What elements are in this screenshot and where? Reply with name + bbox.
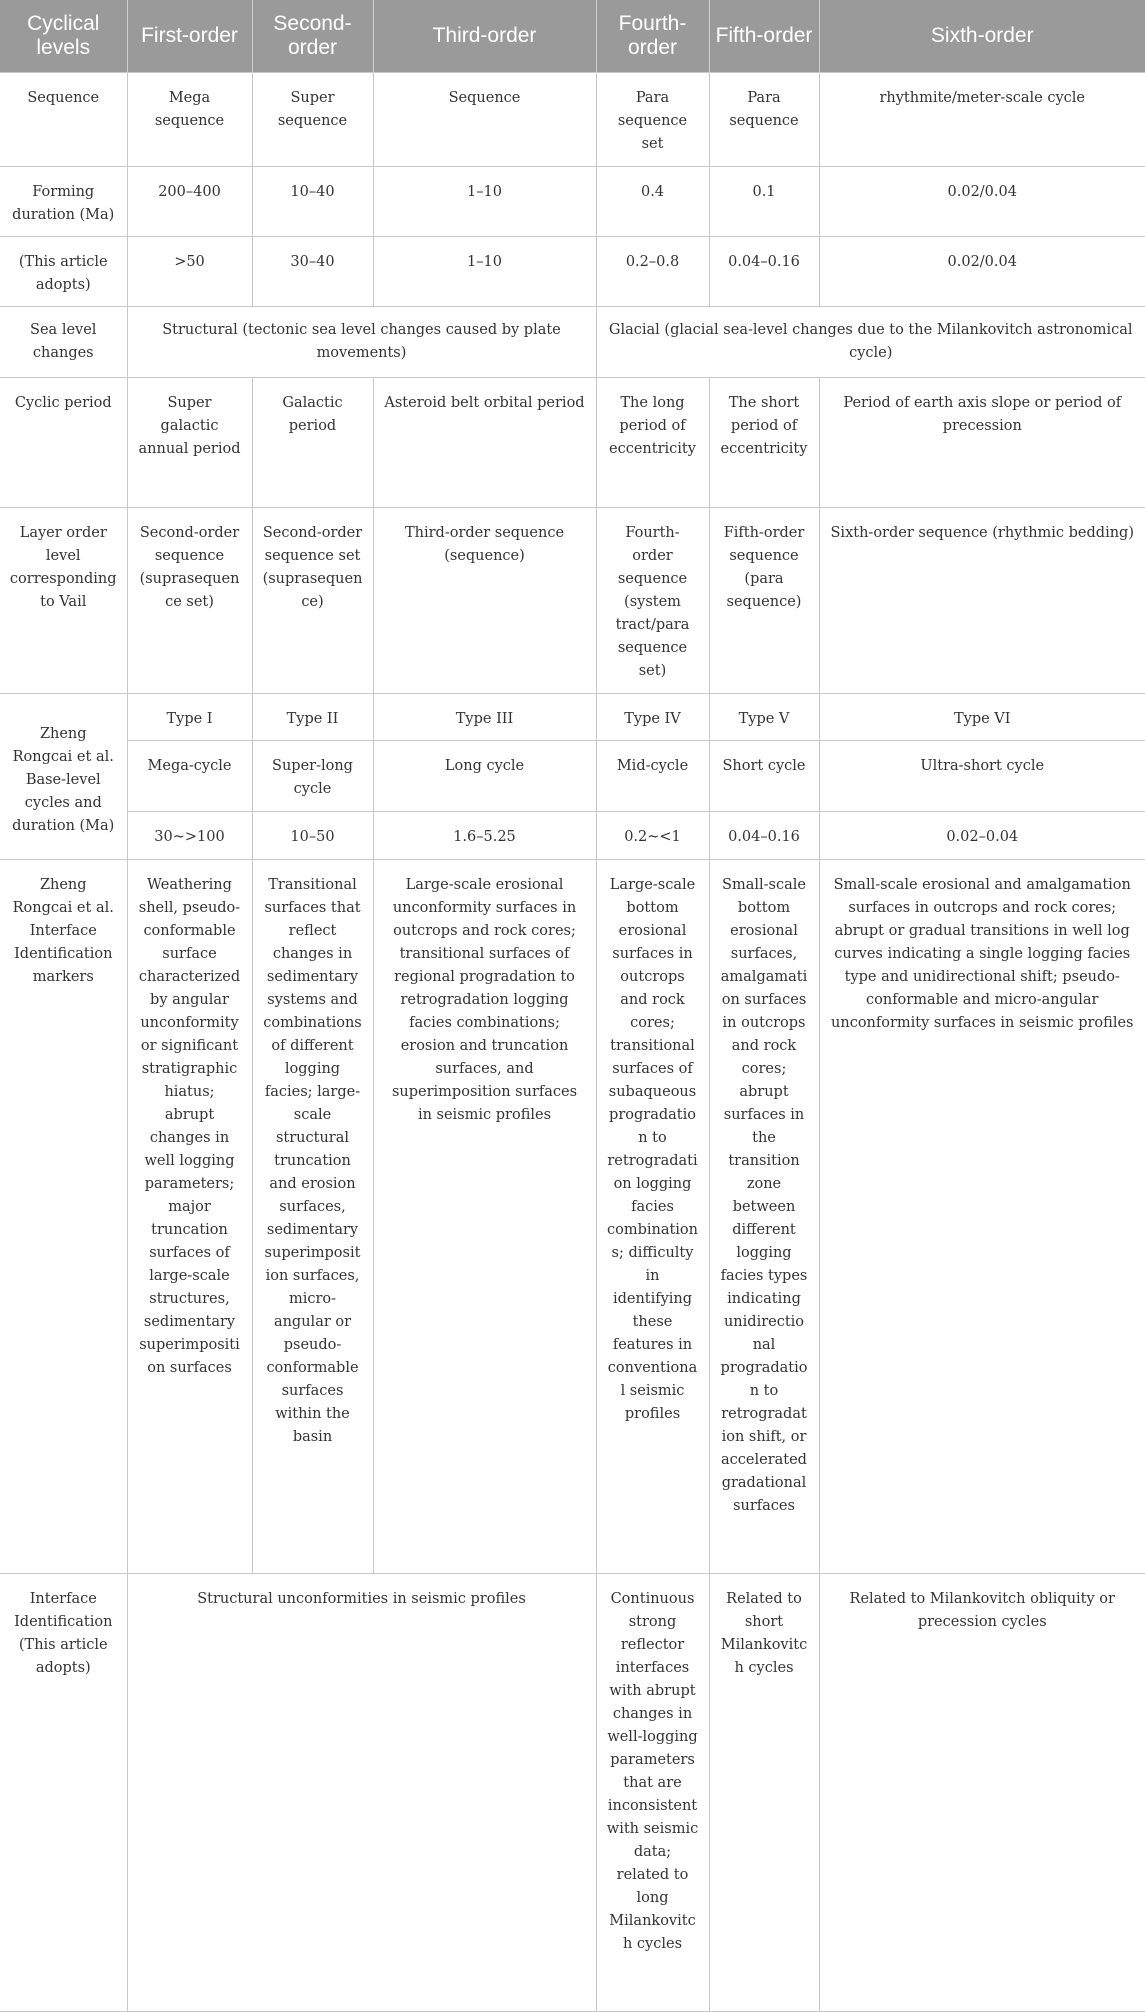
row-interface-adopts xyxy=(0,1574,1145,2012)
cell-sequence-fourth: Para sequence set xyxy=(596,72,709,166)
header-second-order: Second-order xyxy=(252,0,373,72)
header-first-order: First-order xyxy=(127,0,252,72)
cell-markers-third: Large-scale erosional unconformity surfaces in outcrops and rock cores; transitional surfaces of regional progradation to retrogradation logging facies combinations; erosion and truncation surfaces, and superimposition surfaces in seismic profiles xyxy=(373,860,596,1574)
row-label-zheng-markers: Zheng Rongcai et al. Interface Identification markers xyxy=(0,860,127,1574)
cell-vail-fourth: Fourth-order sequence (system tract/para sequence set) xyxy=(596,508,709,694)
cell-sequence-second: Super sequence xyxy=(252,72,373,166)
cell-cyclic-sixth: Period of earth axis slope or period of precession xyxy=(819,377,1145,508)
cell-markers-fifth: Small-scale bottom erosional surfaces, amalgamation surfaces in outcrops and rock cores; abrupt surfaces in the transition zone between different logging facies types indicating unidirectional progradation to retrogradation shift, or accelerated gradational surfaces xyxy=(709,860,819,1574)
cell-vail-sixth: Sixth-order sequence (rhythmic bedding) xyxy=(819,508,1145,694)
row-zheng-markers xyxy=(0,860,1145,1574)
cell-forming-second: 10–40 xyxy=(252,166,373,236)
row-zheng-types xyxy=(0,693,1145,740)
cell-duration-second: 10–50 xyxy=(252,812,373,860)
cell-adopts-fourth: 0.2–0.8 xyxy=(596,237,709,307)
cell-cycle-name-fifth: Short cycle xyxy=(709,741,819,812)
cell-sea-level-structural: Structural (tectonic sea level changes caused by plate movements) xyxy=(127,307,596,377)
cell-adopts-second: 30–40 xyxy=(252,237,373,307)
row-zheng-durations xyxy=(0,812,1145,860)
cell-markers-fourth: Large-scale bottom erosional surfaces in outcrops and rock cores; transitional surfaces of subaqueous progradation to retrogradation logging facies combinations; difficulty in identifying these features in conventional seismic profiles xyxy=(596,860,709,1574)
cell-type-first: Type I xyxy=(127,693,252,740)
cell-forming-fifth: 0.1 xyxy=(709,166,819,236)
cell-type-sixth: Type VI xyxy=(819,693,1145,740)
header-row xyxy=(0,0,1145,72)
cell-vail-fifth: Fifth-order sequence (para sequence) xyxy=(709,508,819,694)
cell-cycle-name-first: Mega-cycle xyxy=(127,741,252,812)
row-sequence xyxy=(0,72,1145,166)
cell-type-fourth: Type IV xyxy=(596,693,709,740)
cell-sea-level-glacial: Glacial (glacial sea-level changes due to the Milankovitch astronomical cycle) xyxy=(596,307,1145,377)
cell-cyclic-fourth: The long period of eccentricity xyxy=(596,377,709,508)
row-label-interface-adopts: Interface Identification (This article adopts) xyxy=(0,1574,127,2012)
cell-cyclic-second: Galactic period xyxy=(252,377,373,508)
row-label-vail: Layer order level corresponding to Vail xyxy=(0,508,127,694)
cell-markers-second: Transitional surfaces that reflect changes in sedimentary systems and combinations of different logging facies; large-scale structural truncation and erosion surfaces, sedimentary superimposition surfaces, micro-angular or pseudo-conformable surfaces within the basin xyxy=(252,860,373,1574)
cell-forming-third: 1–10 xyxy=(373,166,596,236)
cell-sequence-sixth: rhythmite/meter-scale cycle xyxy=(819,72,1145,166)
cell-cycle-name-fourth: Mid-cycle xyxy=(596,741,709,812)
cell-cycle-name-sixth: Ultra-short cycle xyxy=(819,741,1145,812)
cell-duration-sixth: 0.02–0.04 xyxy=(819,812,1145,860)
cell-interface-fourth: Continuous strong reflector interfaces with abrupt changes in well-logging parameters that are inconsistent with seismic data; related to long Milankovitch cycles xyxy=(596,1574,709,2012)
header-fourth-order: Fourth-order xyxy=(596,0,709,72)
header-cyclical-levels: Cyclical levels xyxy=(0,0,127,72)
cell-adopts-first: >50 xyxy=(127,237,252,307)
cell-interface-fifth: Related to short Milankovitch cycles xyxy=(709,1574,819,2012)
row-vail xyxy=(0,508,1145,694)
cell-adopts-third: 1–10 xyxy=(373,237,596,307)
cell-forming-sixth: 0.02/0.04 xyxy=(819,166,1145,236)
cell-vail-second: Second-order sequence set (suprasequence) xyxy=(252,508,373,694)
row-cyclic-period xyxy=(0,377,1145,508)
cell-duration-fourth: 0.2~<1 xyxy=(596,812,709,860)
cell-interface-structural: Structural unconformities in seismic profiles xyxy=(127,1574,596,2012)
cell-forming-first: 200–400 xyxy=(127,166,252,236)
row-label-zheng-base-level: Zheng Rongcai et al. Base-level cycles and duration (Ma) xyxy=(0,693,127,860)
cell-cycle-name-second: Super-long cycle xyxy=(252,741,373,812)
cell-duration-fifth: 0.04–0.16 xyxy=(709,812,819,860)
header-fifth-order: Fifth-order xyxy=(709,0,819,72)
cell-duration-third: 1.6–5.25 xyxy=(373,812,596,860)
cell-vail-third: Third-order sequence (sequence) xyxy=(373,508,596,694)
row-label-sea-level-changes: Sea level changes xyxy=(0,307,127,377)
cell-sequence-first: Mega sequence xyxy=(127,72,252,166)
row-label-this-article-adopts: (This article adopts) xyxy=(0,237,127,307)
row-forming-duration xyxy=(0,166,1145,236)
cell-type-second: Type II xyxy=(252,693,373,740)
cell-duration-first: 30~>100 xyxy=(127,812,252,860)
cell-sequence-fifth: Para sequence xyxy=(709,72,819,166)
cell-type-fifth: Type V xyxy=(709,693,819,740)
cell-interface-sixth: Related to Milankovitch obliquity or precession cycles xyxy=(819,1574,1145,2012)
cell-sequence-third: Sequence xyxy=(373,72,596,166)
row-label-cyclic-period: Cyclic period xyxy=(0,377,127,508)
cell-cyclic-fifth: The short period of eccentricity xyxy=(709,377,819,508)
row-label-forming-duration: Forming duration (Ma) xyxy=(0,166,127,236)
cell-markers-first: Weathering shell, pseudo-conformable surface characterized by angular unconformity or significant stratigraphic hiatus; abrupt changes in well logging parameters; major truncation surfaces of large-scale structures, sedimentary superimposition surfaces xyxy=(127,860,252,1574)
cell-forming-fourth: 0.4 xyxy=(596,166,709,236)
cell-cycle-name-third: Long cycle xyxy=(373,741,596,812)
cell-vail-first: Second-order sequence (suprasequence set) xyxy=(127,508,252,694)
row-sea-level-changes xyxy=(0,307,1145,377)
cell-markers-sixth: Small-scale erosional and amalgamation surfaces in outcrops and rock cores; abrupt or gradual transitions in well log curves indicating a single logging facies type and unidirectional shift; pseudo-conformable and micro-angular unconformity surfaces in seismic profiles xyxy=(819,860,1145,1574)
row-label-sequence: Sequence xyxy=(0,72,127,166)
cell-adopts-fifth: 0.04–0.16 xyxy=(709,237,819,307)
cell-adopts-sixth: 0.02/0.04 xyxy=(819,237,1145,307)
row-zheng-cycle-names xyxy=(0,741,1145,812)
row-this-article-adopts xyxy=(0,237,1145,307)
header-sixth-order: Sixth-order xyxy=(819,0,1145,72)
cell-cyclic-first: Super galactic annual period xyxy=(127,377,252,508)
cell-type-third: Type III xyxy=(373,693,596,740)
header-third-order: Third-order xyxy=(373,0,596,72)
cell-cyclic-third: Asteroid belt orbital period xyxy=(373,377,596,508)
